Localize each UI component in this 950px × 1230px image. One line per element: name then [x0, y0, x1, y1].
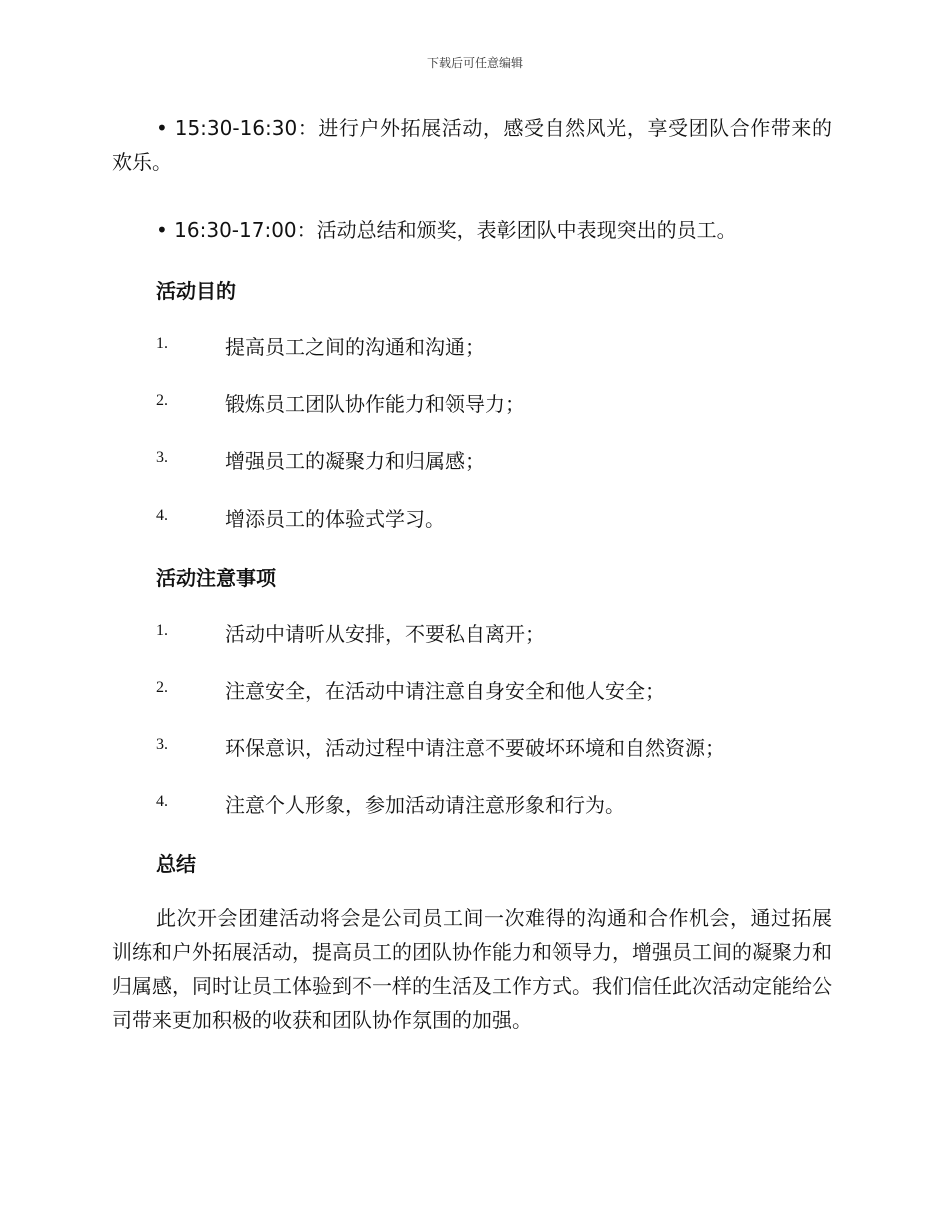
list-item: [156, 789, 836, 819]
section-title-purpose: 活动目的: [156, 279, 236, 303]
list-item-number: 4.: [156, 793, 168, 810]
list-item: [156, 618, 836, 648]
section-title-summary: 总结: [156, 852, 196, 876]
list-item-number: 2.: [156, 679, 168, 696]
page-header: 下载后可任意编辑: [426, 56, 523, 70]
list-item-number: 1.: [156, 622, 168, 639]
list-item-text: 增添员工的体验式学习。: [225, 507, 445, 531]
list-item-number: 4.: [156, 507, 168, 524]
schedule-bullet-2: • 16:30-17:00：活动总结和颁奖，表彰团队中表现突出的员工。: [156, 218, 737, 242]
summary-paragraph: 此次开会团建活动将会是公司员工间一次难得的沟通和合作机会，通过拓展训练和户外拓展活动，提高员工的团队协作能力和领导力，增强员工间的凝聚力和归属感，同时让员工体验到不一样的生活及工作方式。我们信任此次活动定能给公司带来更加积极的收获和团队协作氛围的加强。: [112, 906, 832, 1032]
list-item-text: 环保意识，活动过程中请注意不要破坏环境和自然资源；: [225, 736, 725, 760]
list-item: [156, 445, 836, 475]
list-item: [156, 503, 836, 533]
list-item-text: 活动中请听从安排，不要私自离开；: [225, 622, 545, 646]
list-item-number: 3.: [156, 736, 168, 753]
schedule-bullet-1: • 15:30-16:30：进行户外拓展活动，感受自然风光，享受团队合作带来的欢乐。: [112, 116, 832, 174]
section-title-notes: 活动注意事项: [156, 566, 276, 590]
list-item: [156, 732, 836, 762]
list-item: [156, 675, 836, 705]
list-item-number: 2.: [156, 392, 168, 409]
list-item-text: 增强员工的凝聚力和归属感；: [225, 449, 485, 473]
list-item-text: 注意个人形象，参加活动请注意形象和行为。: [225, 793, 625, 817]
list-item: [156, 388, 836, 418]
list-item: [156, 331, 836, 361]
list-item-text: 提高员工之间的沟通和沟通；: [225, 335, 485, 359]
list-item-text: 锻炼员工团队协作能力和领导力；: [225, 392, 525, 416]
list-item-text: 注意安全，在活动中请注意自身安全和他人安全；: [225, 679, 665, 703]
list-item-number: 3.: [156, 449, 168, 466]
list-item-number: 1.: [156, 335, 168, 352]
